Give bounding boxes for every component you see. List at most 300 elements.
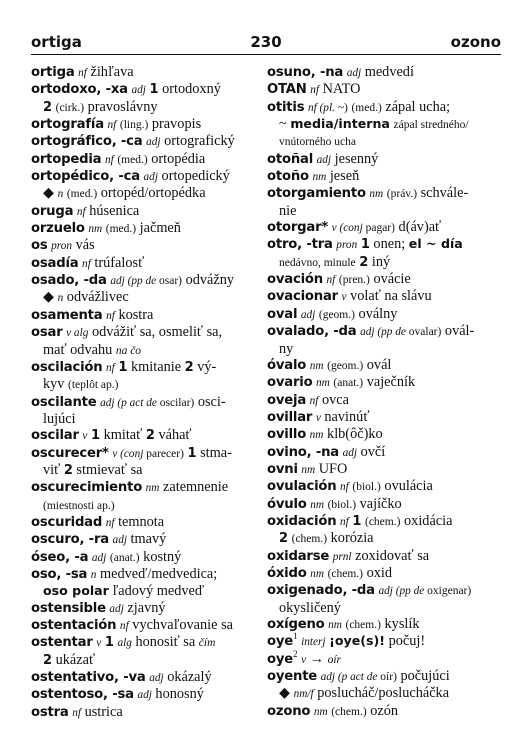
entry-line — [31, 81, 264, 98]
entry-line — [267, 254, 500, 271]
homograph-number: 1 — [293, 631, 298, 642]
translation-text: mať odvahu — [43, 341, 116, 358]
dictionary-entry — [267, 271, 500, 288]
entry-line — [31, 445, 264, 462]
entry-line — [267, 64, 500, 81]
translation-text: vaječník — [363, 374, 416, 391]
dictionary-entry — [31, 445, 264, 480]
gloss-note: (miestnosti ap.) — [43, 499, 115, 512]
headword: otoño — [267, 169, 309, 185]
translation-text: tmavý — [126, 531, 167, 548]
grammar-label: nm — [88, 223, 103, 236]
translation-text: ortopédia — [147, 150, 206, 167]
headword: ovación — [267, 272, 323, 288]
dictionary-entry — [267, 668, 500, 703]
grammar-label: v — [341, 291, 347, 304]
grammar-label: adj (pp de — [360, 326, 406, 339]
translation-text: kostný — [139, 548, 182, 565]
dictionary-entry — [267, 323, 500, 357]
grammar-label: adj — [149, 672, 164, 685]
entry-line — [31, 411, 264, 427]
dictionary-entry — [267, 616, 500, 633]
translation-text: vajíčko — [356, 495, 402, 512]
entry-line — [31, 272, 264, 289]
headword: oxidarse — [267, 548, 330, 564]
translation-text: kmitanie — [127, 358, 185, 375]
headword: oval — [267, 306, 298, 322]
sense-number: 2 — [43, 99, 53, 115]
translation-text: ovčí — [357, 443, 386, 460]
dictionary-entry — [267, 81, 500, 98]
entry-line — [267, 461, 500, 478]
dictionary-entry — [267, 444, 500, 461]
gloss-note: (anat.) — [333, 377, 364, 390]
entry-line — [267, 582, 500, 599]
headword: ovino, -na — [267, 444, 339, 460]
entry-line — [31, 185, 264, 202]
headword: oxidación — [267, 513, 337, 529]
grammar-label: nf — [326, 274, 336, 287]
gloss-note: (med.) — [66, 188, 98, 201]
entry-line — [31, 617, 264, 634]
translation-text: d(áv)ať — [394, 219, 442, 236]
dictionary-entry — [31, 220, 264, 237]
dictionary-entry — [267, 548, 500, 565]
dictionary-entry — [31, 272, 264, 307]
headword: ostentación — [31, 618, 117, 633]
italic-object: na čo — [115, 344, 142, 357]
headword: oxigenado, -da — [267, 583, 375, 599]
entry-line — [267, 530, 500, 547]
dictionary-entry — [31, 394, 264, 428]
grammar-label: nf — [310, 84, 319, 97]
headword: osar — [31, 325, 63, 341]
gloss-note: ~) — [334, 101, 348, 114]
translation-text: kmitať — [100, 427, 146, 444]
gloss-note: (med.) — [117, 153, 148, 166]
sense-number: 2 — [43, 652, 53, 668]
grammar-label: nf — [106, 309, 115, 322]
entry-line — [31, 324, 264, 341]
grammar-label: adj (pp de — [378, 585, 425, 598]
headword: oye — [267, 651, 294, 667]
entry-line — [267, 185, 500, 202]
dictionary-entry — [267, 582, 500, 616]
gloss-note: (geom.) — [318, 308, 355, 321]
grammar-label: nf — [119, 620, 129, 632]
entry-line — [267, 685, 500, 702]
headword: oscuridad — [31, 514, 103, 530]
translation-text: oxidácia — [400, 512, 453, 529]
grammar-label: nf — [104, 153, 114, 166]
grammar-label: nm — [310, 498, 325, 511]
entry-line — [31, 549, 264, 566]
entry-line — [31, 64, 264, 81]
entry-line — [31, 497, 264, 514]
translation-text: ortopéd/ortopédka — [97, 185, 206, 202]
sense-number: 2 — [279, 531, 289, 547]
entry-line — [267, 668, 500, 685]
italic-object: oír — [327, 653, 341, 666]
grammar-label: v — [82, 430, 88, 443]
headword: ovni — [267, 461, 298, 477]
headword: óvalo — [267, 357, 307, 373]
entry-line — [31, 168, 264, 185]
headword: oso, -sa — [31, 566, 88, 582]
entry-line — [31, 359, 264, 376]
translation-text: temnota — [114, 513, 165, 530]
translation-text: schvále- — [417, 185, 469, 202]
dictionary-entry — [267, 288, 500, 305]
translation-text: ukázať — [52, 651, 96, 668]
entry-line — [31, 376, 264, 393]
dictionary-entry — [31, 531, 264, 548]
translation-text: oválny — [354, 305, 398, 322]
gloss-note: osar) — [156, 275, 182, 288]
dictionary-entry — [31, 151, 264, 168]
gloss-note: (biol.) — [352, 481, 381, 494]
dictionary-entry — [31, 427, 264, 444]
grammar-label: adj (p act de — [100, 396, 157, 409]
grammar-label: nm — [313, 705, 328, 718]
sense-number: 1 — [352, 513, 362, 529]
headword: otoñal — [267, 151, 314, 167]
dictionary-entry — [267, 426, 500, 443]
entry-line — [31, 394, 264, 411]
headword: ortopedia — [31, 151, 102, 167]
gloss-note: (med.) — [105, 223, 137, 236]
headword: ortográfico, -ca — [31, 134, 143, 150]
dictionary-entry — [267, 461, 500, 478]
translation-text: váhať — [154, 427, 192, 444]
entry-line — [31, 634, 264, 651]
grammar-label: adj — [112, 534, 127, 547]
entry-line — [267, 703, 500, 720]
headword: ovacionar — [267, 289, 338, 305]
sense-number: 2 — [63, 462, 73, 478]
dictionary-entry — [267, 99, 500, 151]
entry-line — [31, 583, 264, 599]
headword: ovario — [267, 375, 313, 391]
headword: oye — [267, 634, 294, 650]
translation-text: honosný — [151, 686, 204, 703]
grammar-label: adj — [346, 67, 362, 79]
headword: oruga — [31, 203, 74, 219]
translation-text: ortografický — [160, 133, 235, 150]
entry-line — [31, 237, 264, 254]
grammar-label: adj — [143, 171, 158, 184]
grammar-label: nf — [340, 515, 349, 528]
dictionary-entry — [31, 514, 264, 531]
headword: ostentoso, -sa — [31, 687, 134, 703]
headword: otorgar* — [267, 220, 329, 236]
entry-line — [31, 307, 264, 324]
gloss-note: nedávno, minule — [279, 256, 356, 269]
entry-line — [267, 219, 500, 236]
headword: ostensible — [31, 600, 106, 616]
grammar-label: pron — [336, 239, 358, 252]
entry-line — [267, 409, 500, 426]
translation-text: okázalý — [163, 669, 212, 686]
dictionary-entry — [31, 479, 264, 514]
sense-number: 1 — [360, 237, 370, 253]
entry-line — [31, 289, 264, 306]
gloss-note: (med.) — [351, 101, 382, 114]
entry-line — [31, 514, 264, 531]
grammar-label: n — [90, 568, 97, 581]
gloss-note: (chem.) — [331, 705, 367, 718]
gloss-note: pagar) — [362, 222, 395, 235]
grammar-label: nf — [72, 706, 81, 719]
headword: oscuro, -ra — [31, 532, 109, 548]
headword: ostentar — [31, 635, 93, 651]
headword: otorgamiento — [267, 186, 366, 202]
entry-line — [267, 271, 500, 288]
translation-text: jeseň — [326, 168, 360, 185]
translation-text: trúfalosť — [90, 254, 145, 271]
grammar-label: nm — [328, 619, 342, 631]
entry-line — [31, 686, 264, 703]
entry-line — [31, 704, 264, 721]
dictionary-entry — [267, 357, 500, 374]
dictionary-entry — [267, 565, 500, 582]
translation-text: vý- — [193, 358, 217, 375]
dictionary-entry — [31, 324, 264, 359]
headword: ovillar — [267, 409, 313, 425]
header-rule — [31, 54, 501, 55]
entry-line — [31, 462, 264, 479]
dictionary-entry — [267, 633, 500, 650]
grammar-label: nf — [78, 67, 87, 79]
translation-text: vás — [72, 237, 95, 254]
translation-text: ortopedický — [157, 168, 230, 185]
dictionary-entry — [31, 255, 264, 272]
grammar-label: nf — [105, 516, 115, 529]
entry-line — [267, 374, 500, 391]
headword: oscilante — [31, 394, 97, 410]
translation-text: viť — [43, 461, 64, 478]
grammar-label: interj — [301, 636, 326, 649]
entry-line — [31, 116, 264, 133]
headword: óxido — [267, 565, 307, 581]
gloss-note: (pren.) — [338, 274, 370, 287]
translation-text: odvážiť sa, osmeliť sa, — [88, 324, 223, 341]
entry-line — [267, 306, 500, 323]
headword: oscurecer* — [31, 445, 109, 461]
dictionary-entry — [267, 168, 500, 185]
grammar-label: pron — [51, 240, 73, 253]
dictionary-entry — [267, 185, 500, 219]
headword: ortiga — [31, 65, 75, 80]
grammar-label: nm — [145, 482, 160, 495]
grammar-label: nm — [309, 359, 324, 372]
translation-text: klb(ôč)ko — [323, 426, 383, 443]
translation-text: jačmeň — [136, 220, 181, 237]
dictionary-entry — [31, 617, 264, 634]
dictionary-entry — [267, 64, 500, 81]
gloss-note: (chem.) — [291, 533, 328, 546]
entry-line — [267, 633, 500, 650]
entry-line — [267, 600, 500, 616]
translation-text: poslucháč/poslucháčka — [313, 685, 450, 702]
headword: ostentativo, -va — [31, 670, 146, 686]
translation-text: zjavný — [123, 599, 166, 616]
entry-line — [267, 323, 500, 340]
translation-text: pravoslávny — [84, 98, 158, 115]
headword: osuno, -na — [267, 65, 344, 80]
sense-number: 1 — [118, 359, 128, 375]
header-last-entry: ozono — [450, 33, 501, 51]
translation-text: ~ — [279, 116, 291, 133]
gloss-note: (geom.) — [327, 359, 364, 372]
dictionary-entry — [31, 634, 264, 669]
entry-line — [31, 255, 264, 272]
headword: ortodoxo, -xa — [31, 82, 128, 98]
grammar-label: v alg — [66, 327, 89, 340]
headword: otitis — [267, 99, 305, 115]
gloss-note: parecer) — [143, 447, 184, 460]
entry-line — [267, 81, 500, 98]
entry-line — [267, 513, 500, 530]
headword: oyente — [267, 669, 318, 685]
grammar-label: v (conj — [112, 447, 144, 460]
translation-text: pravopis — [148, 116, 202, 133]
entry-line — [267, 648, 500, 668]
grammar-label: nf — [107, 119, 117, 132]
entry-line — [31, 566, 264, 583]
grammar-label: nm — [310, 567, 324, 580]
translation-text: ovál- — [441, 323, 475, 340]
translation-text: vychvaľovanie sa — [128, 617, 233, 633]
headword: osadía — [31, 255, 79, 271]
translation-text: stma- — [196, 444, 232, 461]
translation-text: odvážlivec — [63, 289, 129, 306]
sense-number: 1 — [104, 635, 114, 651]
translation-text: kyslík — [380, 616, 420, 632]
headword: osamenta — [31, 307, 103, 323]
dictionary-entry — [31, 81, 264, 116]
translation-text: honosiť sa — [131, 634, 199, 651]
translation-text: NATO — [319, 81, 361, 98]
gloss-note: zápal stredného/ — [393, 119, 469, 132]
translation-text: ovca — [318, 391, 349, 408]
gloss-note: (ling.) — [119, 119, 149, 132]
entry-line — [267, 341, 500, 357]
grammar-label: adj — [109, 602, 124, 615]
dictionary-entry — [267, 648, 500, 668]
translation-text: zápal ucha; — [381, 98, 451, 115]
grammar-label: v — [301, 653, 307, 666]
translation-text: okysličený — [279, 599, 341, 616]
entry-line — [267, 357, 500, 374]
subentry-phrase: oso polar — [43, 583, 109, 599]
translation-text: kyv — [43, 376, 69, 393]
entry-line — [267, 203, 500, 219]
dictionary-entry — [31, 116, 264, 133]
translation-text: odvážny — [182, 272, 235, 289]
dictionary-entry — [267, 151, 500, 168]
grammar-label: adj — [137, 689, 152, 702]
left-column — [31, 64, 264, 721]
translation-text: zatemnenie — [159, 479, 229, 496]
gloss-note: (chem.) — [327, 567, 364, 580]
subentry-phrase: ¡oye(s)! — [329, 633, 386, 649]
dictionary-entry — [267, 703, 500, 720]
entry-line — [267, 444, 500, 461]
headword: ovillo — [267, 427, 307, 443]
entry-line — [267, 496, 500, 513]
translation-text: stmievať sa — [72, 461, 143, 478]
grammar-label: adj — [131, 84, 146, 97]
grammar-label: nm — [309, 429, 324, 442]
headword: oveja — [267, 392, 307, 408]
entry-line — [267, 133, 500, 150]
translation-text: medvedí — [361, 64, 414, 80]
gloss-note: (chem.) — [365, 515, 401, 528]
entry-line — [267, 288, 500, 305]
gloss-note: oscilar) — [156, 396, 195, 409]
entry-line — [31, 342, 264, 359]
headword: ostra — [31, 704, 69, 720]
translation-text: oxid — [363, 564, 393, 581]
grammar-label: nm — [369, 188, 384, 201]
headword: óseo, -a — [31, 549, 89, 565]
translation-text: ovulácia — [380, 478, 433, 495]
headword: ortografía — [31, 117, 104, 133]
entry-line — [267, 616, 500, 633]
translation-text: medveď/medvedica; — [96, 565, 218, 582]
entry-line — [31, 133, 264, 150]
grammar-label: adj — [300, 308, 316, 321]
gloss-note: vnútorného ucha — [279, 136, 356, 149]
sense-number: 1 — [90, 428, 100, 444]
gloss-note: ovalar) — [405, 326, 442, 339]
entry-line — [31, 531, 264, 548]
translation-text: ovál — [363, 356, 392, 373]
translation-text: → — [306, 650, 328, 667]
translation-text: ľadový medveď — [108, 583, 205, 600]
sense-number: 2 — [145, 428, 155, 444]
translation-text: UFO — [315, 460, 348, 477]
entry-line — [267, 478, 500, 495]
grammar-label: nm — [312, 171, 327, 184]
grammar-label: nf — [82, 257, 91, 270]
grammar-label: nf — [309, 394, 319, 407]
dictionary-entry — [31, 237, 264, 254]
headword: oscilación — [31, 359, 103, 375]
entry-line — [267, 392, 500, 409]
right-column — [267, 64, 500, 720]
headword: óvulo — [267, 496, 307, 512]
dictionary-entry — [31, 203, 264, 220]
black-diamond-icon: ◆ — [43, 289, 54, 306]
sense-number: 2 — [184, 359, 194, 375]
entry-line — [267, 116, 500, 133]
grammar-label: adj — [342, 446, 358, 459]
grammar-label: nf — [340, 481, 349, 494]
translation-text: počuj! — [385, 633, 426, 650]
grammar-label: nf — [76, 205, 86, 218]
entry-line — [267, 99, 500, 116]
dictionary-entry — [267, 236, 500, 271]
headword: ovalado, -da — [267, 324, 357, 340]
grammar-label: alg — [117, 637, 132, 650]
translation-text: húsenica — [85, 202, 140, 219]
gloss-note: (cirk.) — [55, 101, 85, 114]
dictionary-entry — [31, 133, 264, 150]
headword: OTAN — [267, 82, 307, 98]
grammar-label: adj — [146, 136, 161, 149]
